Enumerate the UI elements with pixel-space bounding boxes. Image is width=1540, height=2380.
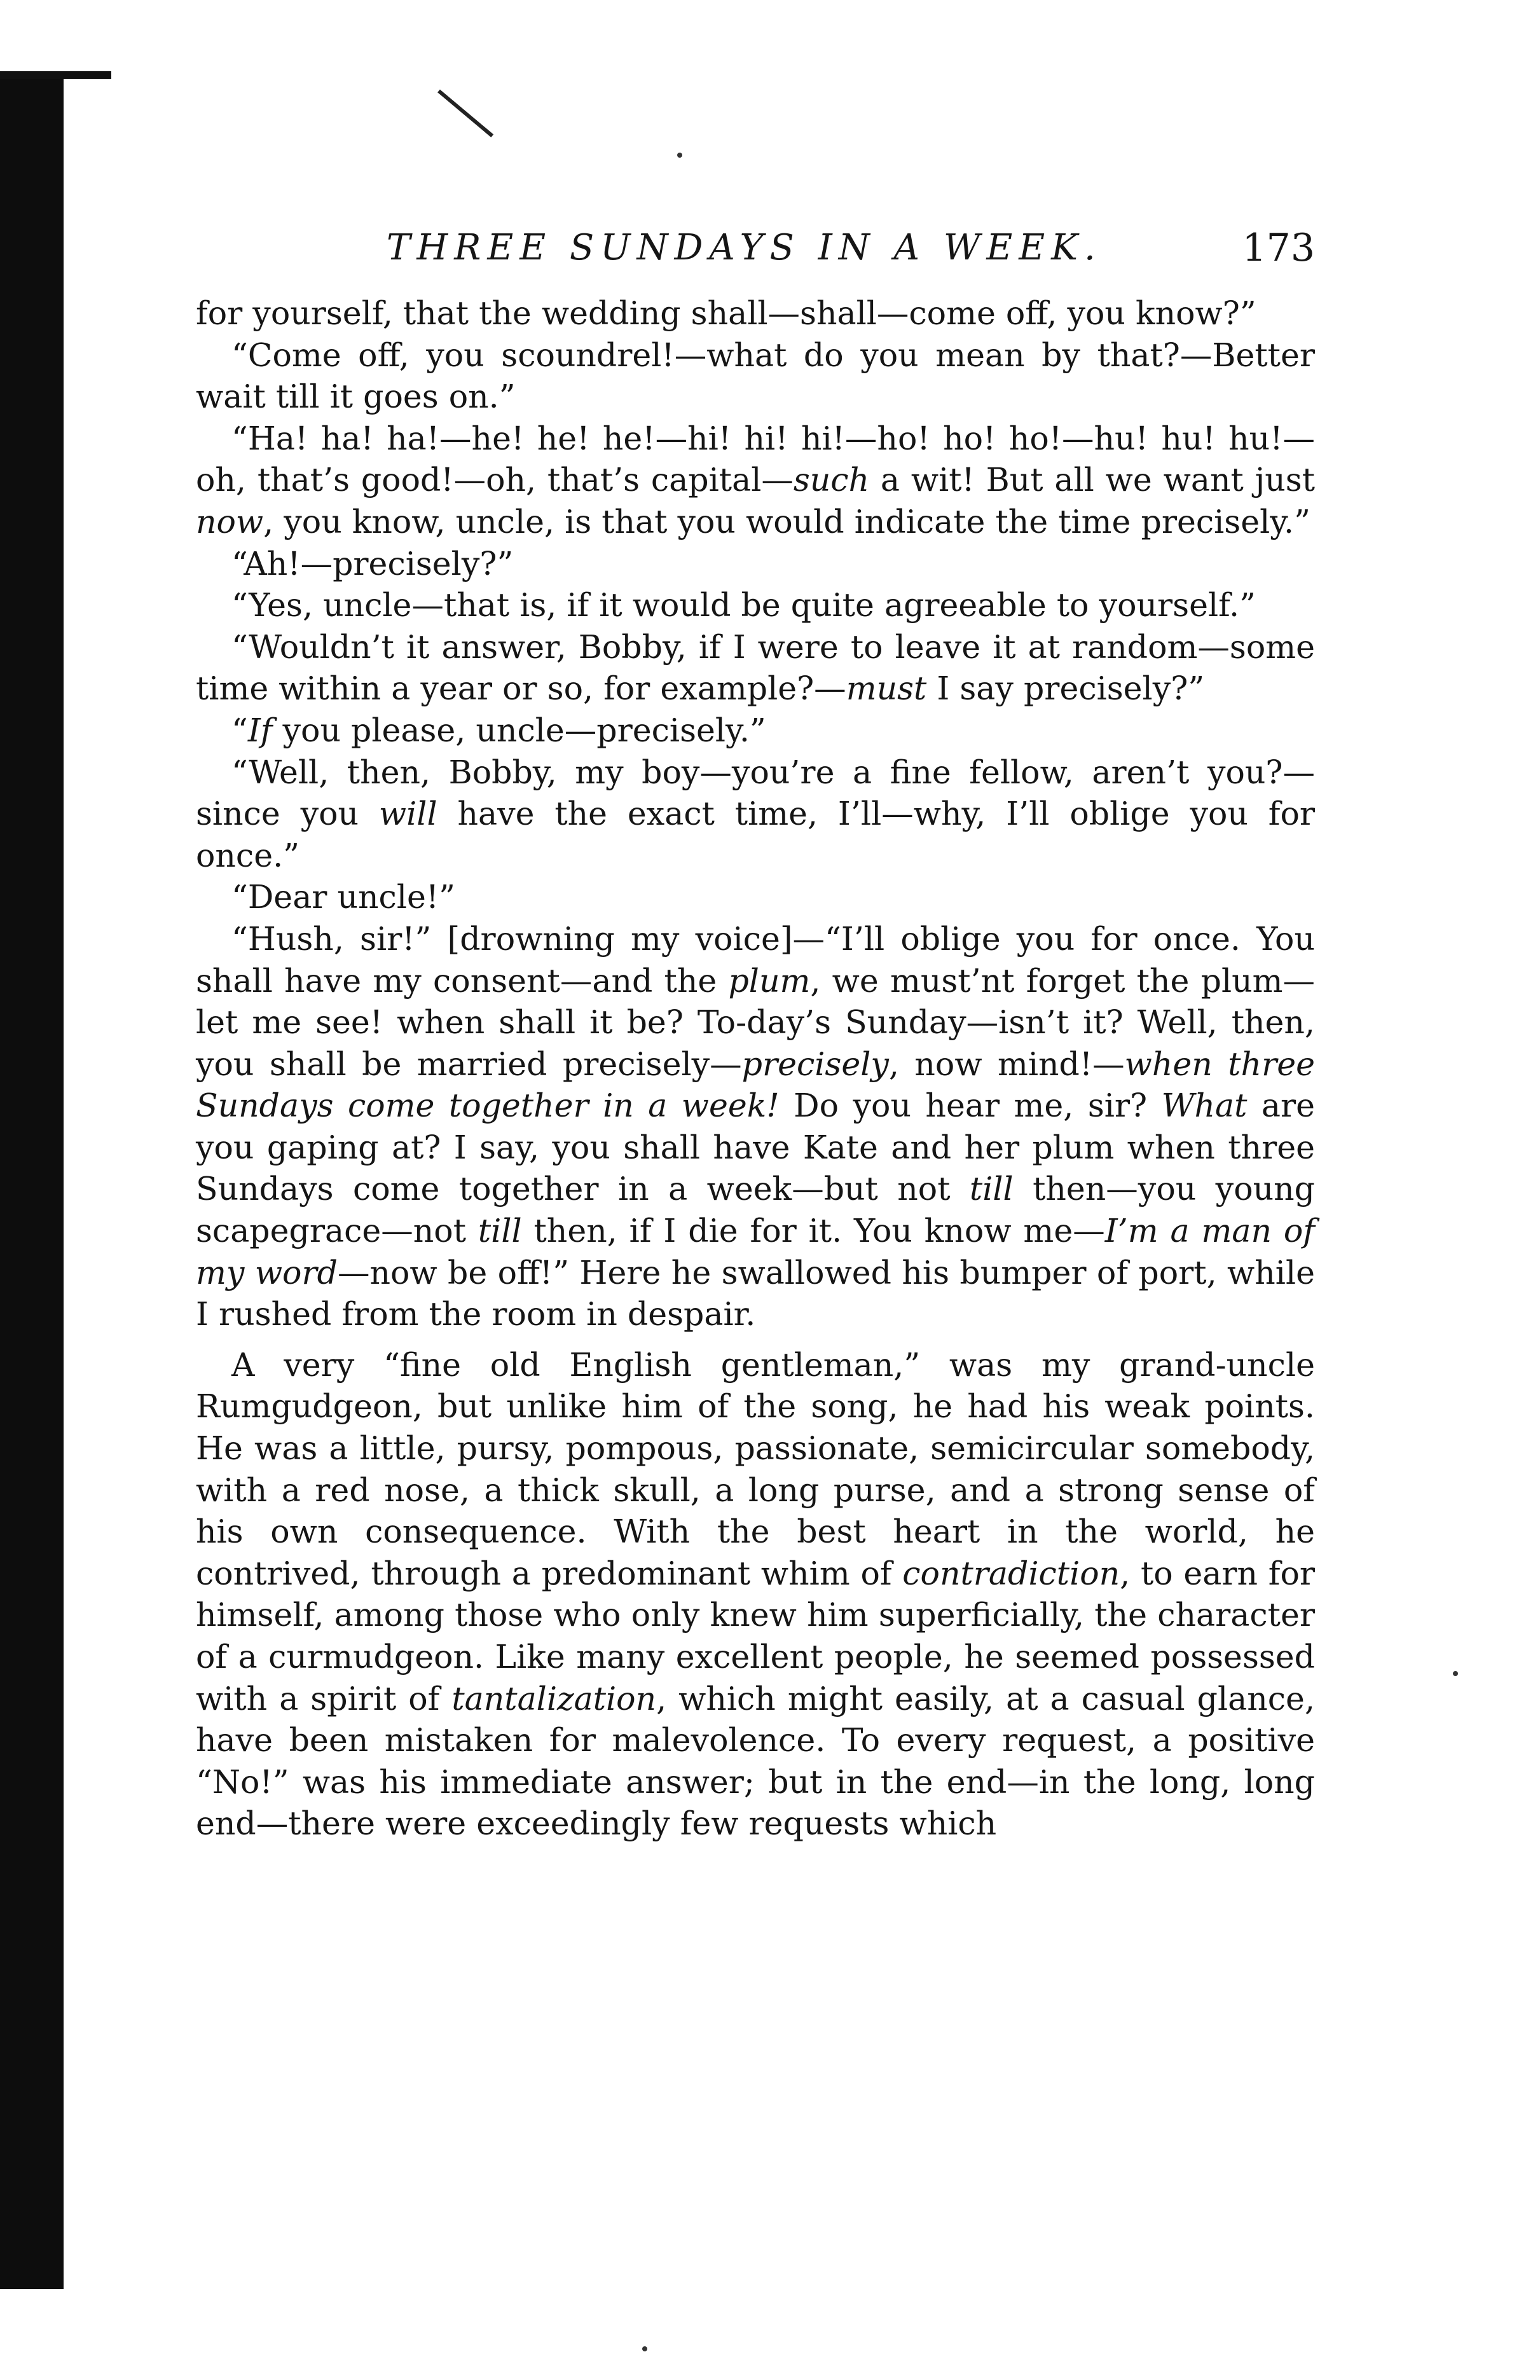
paragraph (196, 334, 1315, 418)
text-run: , we must’nt forget the plum—let me see! when shall it be? To-day’s Sunday—isn’t it? Well, then, you shall be married precisely— (196, 961, 1316, 1083)
text-run: have the exact time, I’ll—why, I’ll oblige you for once.” (196, 795, 1315, 874)
ink-speck (677, 153, 682, 158)
italic-text: contradiction (902, 1554, 1120, 1592)
text-run: are you gaping at? I say, you shall have Kate and her plum when three Sundays come together in a week—but not (196, 1087, 1315, 1208)
text-run: then—you young scapegrace—not (196, 1170, 1315, 1250)
paragraph (196, 584, 1315, 626)
italic-text: will (378, 795, 437, 833)
paragraph (196, 543, 1315, 585)
text-run: you please, uncle—precisely.” (272, 711, 766, 749)
paragraph (196, 710, 1315, 752)
page-number: 173 (1242, 226, 1315, 270)
italic-text: such (793, 461, 870, 499)
book-spine-shadow (0, 76, 64, 2289)
paragraph (196, 292, 1315, 334)
text-run: “Ha! ha! ha!—he! he! he!—hi! hi! hi!—ho! ho! ho!—hu! hu! hu!—oh, that’s good!—oh, that’s capital— (196, 419, 1315, 499)
ink-mark (437, 90, 493, 137)
paragraph (196, 1344, 1315, 1845)
text-run: “Well, then, Bobby, my boy—you’re a fine fellow, aren’t you?—since you (196, 753, 1315, 833)
italic-text: I’m a man of my word (196, 1212, 1315, 1291)
running-title: THREE SUNDAYS IN A WEEK. (387, 227, 1102, 268)
paragraph (196, 418, 1315, 543)
text-run: , you know, uncle, is that you would indicate the time precisely.” (263, 502, 1310, 540)
text-run: “Wouldn’t it answer, Bobby, if I were to leave it at random—some time within a year or so, for example?— (196, 628, 1315, 708)
body-text (196, 292, 1315, 1845)
paragraph (196, 876, 1315, 918)
italic-text: must (846, 670, 927, 708)
italic-text: plum (728, 961, 811, 1000)
text-run: I say precisely?” (926, 670, 1205, 708)
ink-speck (1453, 1671, 1458, 1676)
italic-text: tantalization (451, 1679, 657, 1717)
text-run: for yourself, that the wedding shall—shall—come off, you know?” (196, 294, 1256, 332)
paragraph (196, 918, 1315, 1335)
text-run: , now mind!— (888, 1045, 1125, 1083)
text-run: , which might easily, at a casual glance, have been mistaken for malevolence. To every request, a positive “No!” was his immediate answer; but in the end—in the long, long end—there were exceedingly few requests which (196, 1679, 1315, 1843)
italic-text: What (1161, 1087, 1248, 1125)
text-run: —now be off!” Here he swallowed his bumper of port, while I rushed from the room in despair. (196, 1253, 1315, 1333)
ink-speck (642, 2346, 647, 2351)
text-run: “Ah!—precisely?” (231, 544, 514, 582)
italic-text: till (478, 1212, 522, 1250)
text-run: “Hush, sir!” [drowning my voice]—“I’ll oblige you for once. You shall have my consent—and the (196, 919, 1315, 1000)
text-run: Do you hear me, sir? (779, 1087, 1162, 1125)
italic-text: If (247, 711, 273, 749)
paragraph (196, 626, 1315, 710)
italic-text: precisely (741, 1045, 889, 1083)
italic-text: when three Sundays come together in a week! (196, 1045, 1315, 1125)
text-run: “Come off, you scoundrel!—what do you mean by that?—Better wait till it goes on.” (196, 336, 1315, 416)
italic-text: now (196, 502, 264, 540)
paragraph (196, 752, 1315, 877)
book-page (196, 223, 1315, 1845)
text-run: “ (231, 711, 248, 749)
text-run: then, if I die for it. You know me— (521, 1212, 1105, 1250)
text-run: a wit! But all we want just (869, 461, 1315, 499)
text-run: A very “fine old English gentleman,” was my grand-uncle Rumgudgeon, but unlike him of the song, he had his weak points. He was a little, pursy, pompous, passionate, semicircular somebody, with a red nose, a thick skull, a long purse, and a strong sense of his own consequence. With the best heart in the world, he contrived, through a predominant whim of (196, 1345, 1315, 1592)
running-head (196, 223, 1315, 292)
text-run: , to earn for himself, among those who only knew him superficially, the character of a curmudgeon. Like many excellent people, he seemed possessed with a spirit of (196, 1554, 1315, 1717)
text-run: “Dear uncle!” (231, 878, 455, 916)
italic-text: till (969, 1170, 1014, 1208)
text-run: “Yes, uncle—that is, if it would be quite agreeable to yourself.” (231, 586, 1256, 624)
book-spine-edge (0, 71, 111, 79)
